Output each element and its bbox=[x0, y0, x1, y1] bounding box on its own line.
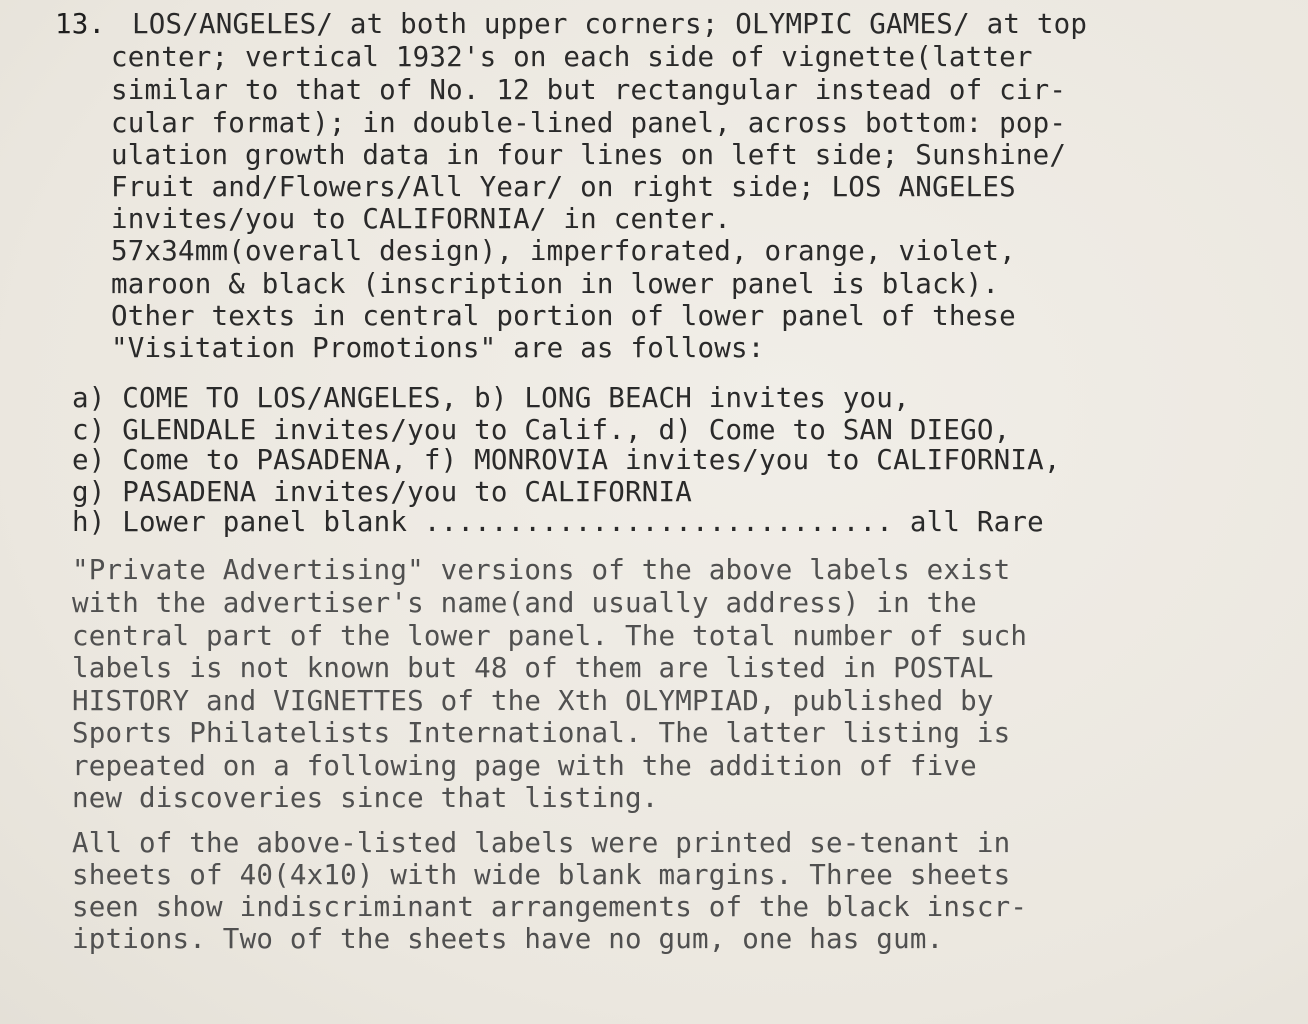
entry-line: LOS/ANGELES/ at both upper corners; OLYMPIC GAMES/ at top bbox=[132, 8, 1088, 40]
entry-line: invites/you to CALIFORNIA/ in center. bbox=[111, 203, 731, 235]
variant-line: c) GLENDALE invites/you to Calif., d) Come to SAN DIEGO, bbox=[72, 414, 1011, 446]
paragraph-line: sheets of 40(4x10) with wide blank margins. Three sheets bbox=[72, 859, 1011, 891]
paragraph-line: labels is not known but 48 of them are listed in POSTAL bbox=[72, 652, 994, 684]
paragraph-line: Sports Philatelists International. The latter listing is bbox=[72, 717, 1011, 749]
paragraph-line: new discoveries since that listing. bbox=[72, 782, 659, 814]
paragraph-line: central part of the lower panel. The total number of such bbox=[72, 620, 1028, 652]
variant-line: h) Lower panel blank ............................ all Rare bbox=[72, 506, 1044, 538]
variant-line: a) COME TO LOS/ANGELES, b) LONG BEACH invites you, bbox=[72, 382, 910, 414]
paragraph-line: "Private Advertising" versions of the above labels exist bbox=[72, 554, 1011, 586]
entry-line: center; vertical 1932's on each side of vignette(latter bbox=[111, 41, 1033, 73]
entry-line: ulation growth data in four lines on left side; Sunshine/ bbox=[111, 139, 1067, 171]
variant-line: e) Come to PASADENA, f) MONROVIA invites/you to CALIFORNIA, bbox=[72, 444, 1061, 476]
entry-line: 57x34mm(overall design), imperforated, orange, violet, bbox=[111, 235, 1016, 267]
paragraph-line: with the advertiser's name(and usually address) in the bbox=[72, 587, 977, 619]
paragraph-line: repeated on a following page with the addition of five bbox=[72, 750, 977, 782]
entry-line: cular format); in double-lined panel, across bottom: pop- bbox=[111, 107, 1067, 139]
variant-line: g) PASADENA invites/you to CALIFORNIA bbox=[72, 476, 692, 508]
entry-line: Fruit and/Flowers/All Year/ on right side; LOS ANGELES bbox=[111, 171, 1016, 203]
paragraph-line: HISTORY and VIGNETTES of the Xth OLYMPIAD, published by bbox=[72, 685, 994, 717]
entry-number: 13. bbox=[55, 8, 106, 40]
entry-line: maroon & black (inscription in lower panel is black). bbox=[111, 268, 1000, 300]
paragraph-line: seen show indiscriminant arrangements of the black inscr- bbox=[72, 891, 1028, 923]
paragraph-line: iptions. Two of the sheets have no gum, one has gum. bbox=[72, 923, 944, 955]
entry-line: "Visitation Promotions" are as follows: bbox=[111, 332, 765, 364]
entry-line: Other texts in central portion of lower panel of these bbox=[111, 300, 1016, 332]
entry-line: similar to that of No. 12 but rectangular instead of cir- bbox=[111, 74, 1067, 106]
paragraph-line: All of the above-listed labels were printed se-tenant in bbox=[72, 827, 1011, 859]
